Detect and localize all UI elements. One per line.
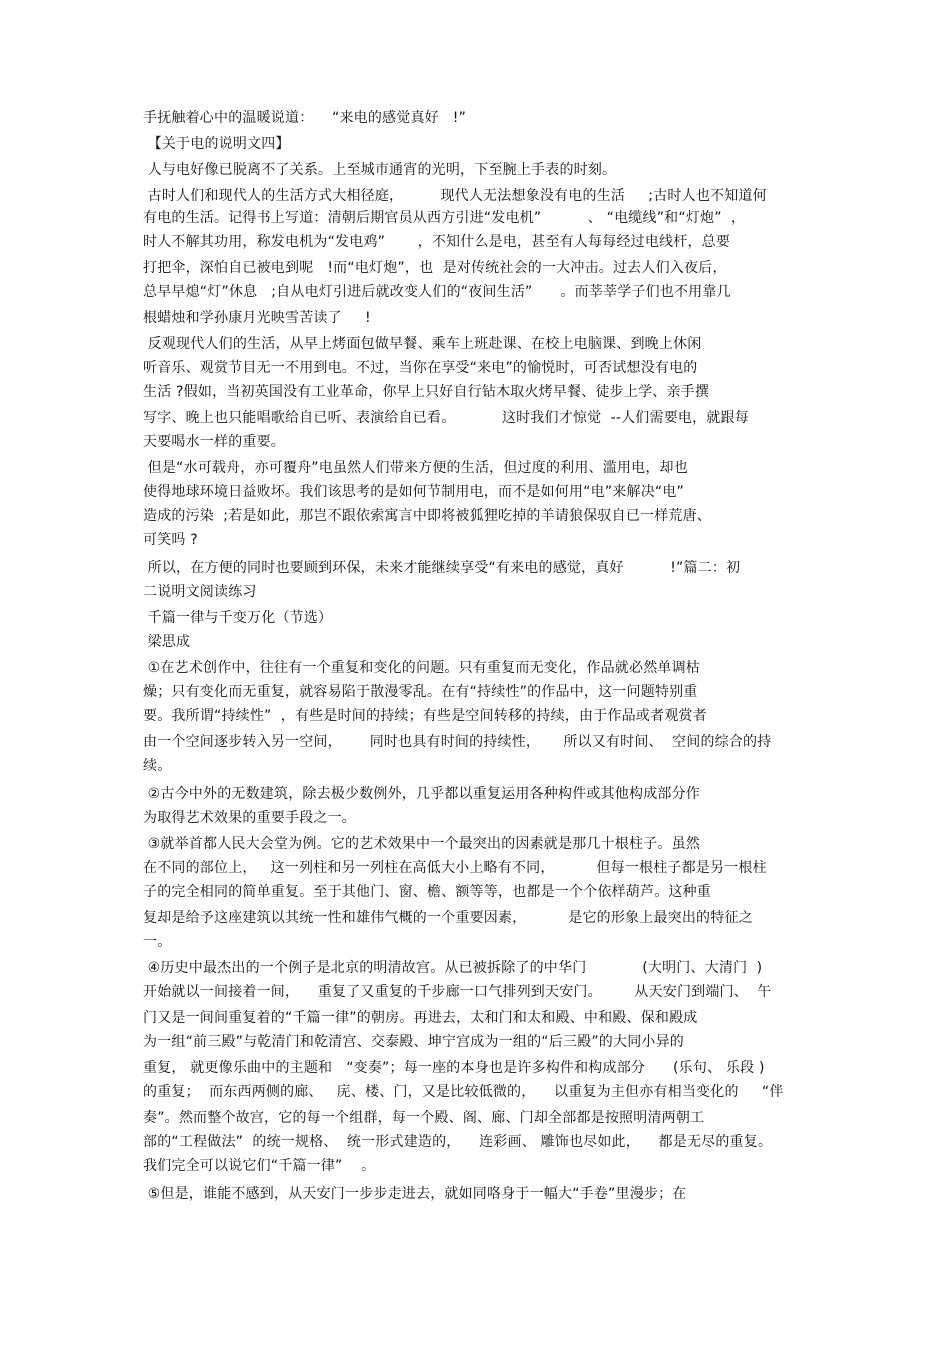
text-line: ①在艺术创作中，往往有一个重复和变化的问题。只有重复而无变化，作品就必然单调枯 [143,660,700,676]
text-line: 反观现代人们的生活，从早上烤面包做早餐、乘车上班赴课、在校上电脑课、到晚上休闲 [143,336,702,352]
text-line: 使得地球环境日益败坏。我们该思考的是如何节制用电，而不是如何用“电”来解决“电” [143,484,685,500]
text-line: 门又是一间间重复着的“千篇一律”的朝房。再进去，太和门和太和殿、中和殿、保和殿成 [143,1010,698,1026]
text-line: 古时人们和现代人的生活方式大相径庭， 现代人无法想象没有电的生活 ;古时人也不知道何 [143,188,767,204]
text-line: 子的完全相同的简单重复。至于其他门、窗、檐、额等等，也都是一个个依样葫芦。这种重 [143,884,711,900]
text-line: 千篇一律与千变万化（节选） [143,610,333,626]
text-line: 由一个空间逐步转入另一空间， 同时也具有时间的持续性， 所以又有时间、 空间的综合的持 [143,734,772,750]
text-line: 续。 [143,758,172,774]
text-line: ③就举首都人民大会堂为例。它的艺术效果中一个最突出的因素就是那几十根柱子。虽然 [143,836,700,852]
text-line: ④历史中最杰出的一个例子是北京的明清故宫。从已被拆除了的中华门 (大明门、大清门 ) [143,960,763,976]
text-line: 奏”。然而整个故宫，它的每一个组群，每一个殿、阁、廊、门却全部都是按照明清两朝工 [143,1110,705,1126]
text-line: 重复， 就更像乐曲中的主题和 “变奏”；每一座的本身也是许多构件和构成部分 (乐句、 乐段 ) [143,1060,765,1076]
text-line: 二说明文阅读练习 [143,584,257,600]
text-line: 但是“水可载舟，亦可覆舟”电虽然人们带来方便的生活，但过度的利用、滥用电，却也 [143,460,688,476]
text-line: 手抚触着心中的温暖说道： “来电的感觉真好 !” [143,110,467,126]
text-line: 部的“工程做法” 的统一规格、 统一形式建造的， 连彩画、 雕饰也尽如此， 都是无尽的重复。 [143,1134,773,1150]
text-line: 的重复； 而东西两侧的廊、 庑、楼、门，又是比较低微的， 以重复为主但亦有相当变化的 “伴 [143,1084,784,1100]
text-line: 我们完全可以说它们“千篇一律” 。 [143,1158,376,1174]
text-line: 可笑吗 ? [143,532,198,548]
text-line: 根蜡烛和学孙康月光映雪苦读了 ! [143,310,371,326]
text-line: 在不同的部位上， 这一列柱和另一列柱在高低大小上略有不同， 但每一根柱子都是另一根柱 [143,860,767,876]
text-line: 一。 [143,934,172,950]
text-line: 复却是给予这座建筑以其统一性和雄伟气概的一个重要因素， 是它的形象上最突出的特征之 [143,910,753,926]
text-line: 为取得艺术效果的重要手段之一。 [143,810,356,826]
text-line: 【关于电的说明文四】 [143,136,290,152]
text-line: ②古今中外的无数建筑，除去极少数例外，几乎都以重复运用各种构件或其他构成部分作 [143,786,700,802]
text-line: 造成的污染 ;若是如此，那岂不跟依索寓言中即将被狐狸吃掉的羊请狼保驭自已一样荒唐、 [143,508,712,524]
text-line: 开始就以一间接着一间， 重复了又重复的千步廊一口气排列到天安门。 从天安门到端门、 午 [143,984,772,1000]
text-line: 生活 ?假如，当初英国没有工业革命，你早上只好自行钻木取火烤早餐、徒步上学、亲手撰 [143,384,710,400]
text-line: 天要喝水一样的重要。 [143,434,285,450]
text-line: ⑤但是，谁能不感到，从天安门一步步走进去，就如同咯身于一幅大“手卷”里漫步；在 [143,1186,687,1202]
text-line: 听音乐、观赏节目无一不用到电。不过，当你在享受“来电”的愉悦时，可否试想没有电的 [143,360,698,376]
text-line: 要。我所谓“持续性” ，有些是时间的持续；有些是空间转移的持续，由于作品或者观赏者 [143,708,707,724]
text-line: 为一组“前三殿”与乾清门和乾清宫、交泰殿、坤宁宫成为一组的“后三殿”的大同小异的 [143,1034,685,1050]
text-line: 梁思成 [143,634,191,650]
text-line: 写字、晚上也只能唱歌给自已听、表演给自已看。 这时我们才惊觉 --人们需要电，就跟每 [143,410,749,426]
text-line: 有电的生活。记得书上写道：清朝后期官员从西方引进“发电机” 、 “电缆线”和“灯炮” ， [143,210,746,226]
text-line: 时人不解其功用，称发电机为“发电鸡” ，不知什么是电，甚至有人每每经过电线杆，总要 [143,234,731,250]
text-line: 人与电好像已脱离不了关系。上至城市通宵的光明，下至腕上手表的时刻。 [143,162,617,178]
text-line: 所以，在方便的同时也要顾到环保，未来才能继续享受“有来电的感觉，真好 !”篇二：初 [143,560,741,576]
text-line: 总早早熄“灯”休息 ;自从电灯引进后就改变人们的“夜间生活” 。而莘莘学子们也不用靠几 [143,284,731,300]
text-line: 燥；只有变化而无重复，就容易陷于散漫零乱。在有“持续性”的作品中，这一问题特别重 [143,684,698,700]
text-line: 打把伞，深怕自已被电到呢 !而“电灯炮”，也 是对传统社会的一大冲击。过去人们入夜后， [143,260,727,276]
